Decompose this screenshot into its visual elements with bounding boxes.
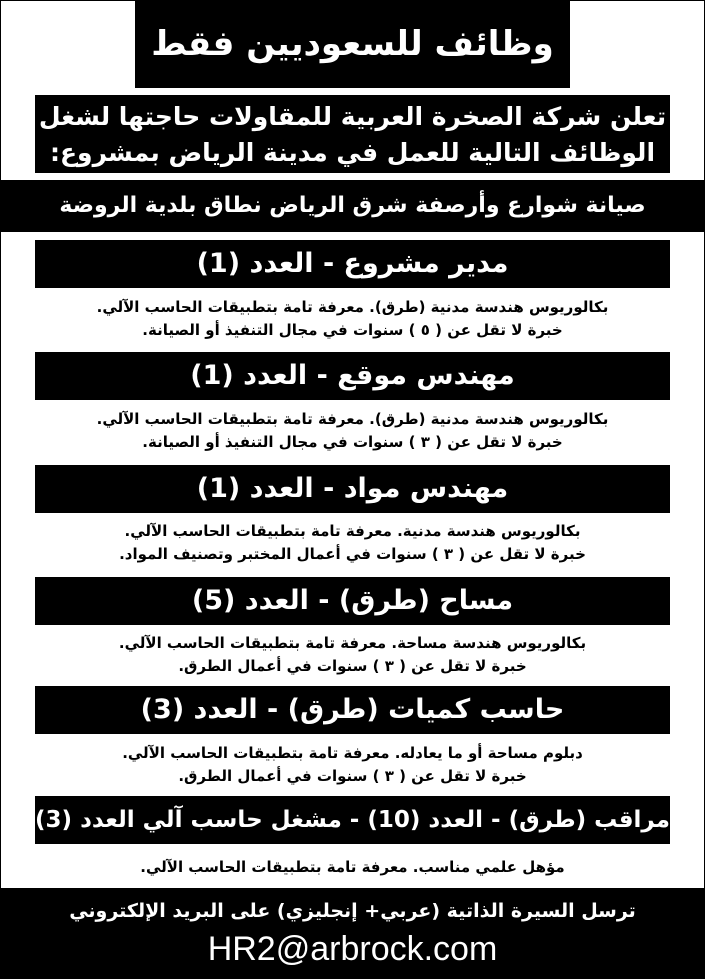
job-details [35, 742, 670, 788]
footer-contact [0, 888, 705, 979]
detail-line: بكالوريوس هندسة مساحة. معرفة تامة بتطبيقات الحاسب الآلي. [118, 634, 587, 652]
detail-line: خبرة لا تقل عن ( ٣ ) سنوات في أعمال المختبر وتصنيف المواد. [119, 545, 586, 563]
detail-line: مؤهل علمي مناسب. معرفة تامة بتطبيقات الحاسب الآلي. [140, 858, 565, 876]
job-details [35, 856, 670, 879]
email-address[interactable]: HR2@arbrock.com [207, 930, 498, 968]
job-details [35, 296, 670, 342]
cv-instruction: ترسل السيرة الذاتية (عربي+ إنجليزي) على البريد الإلكتروني [69, 900, 636, 922]
job-title: مهندس موقع - العدد (1) [35, 352, 670, 400]
detail-line: بكالوريوس هندسة مدنية (طرق). معرفة تامة بتطبيقات الحاسب الآلي. [96, 298, 609, 316]
detail-line: خبرة لا تقل عن ( ٥ ) سنوات في مجال التنفيذ أو الصيانة. [142, 321, 563, 339]
detail-line: بكالوريوس هندسة مدنية (طرق). معرفة تامة بتطبيقات الحاسب الآلي. [96, 410, 609, 428]
job-details [35, 632, 670, 678]
job-title: مراقب (طرق) - العدد (10) - مشغل حاسب آلي العدد (3) [35, 796, 670, 844]
job-title: مهندس مواد - العدد (1) [35, 465, 670, 513]
job-details [35, 520, 670, 566]
detail-line: بكالوريوس هندسة مدنية. معرفة تامة بتطبيقات الحاسب الآلي. [124, 522, 581, 540]
intro-line: الوظائف التالية للعمل في مدينة الرياض بمشروع: [49, 138, 656, 167]
job-details [35, 408, 670, 454]
job-title: مساح (طرق) - العدد (5) [35, 577, 670, 625]
detail-line: خبرة لا تقل عن ( ٣ ) سنوات في مجال التنفيذ أو الصيانة. [142, 433, 563, 451]
intro-line: تعلن شركة الصخرة العربية للمقاولات حاجتها لشغل [38, 102, 667, 131]
detail-line: خبرة لا تقل عن ( ٣ ) سنوات في أعمال الطرق. [178, 767, 527, 785]
intro-box [35, 95, 670, 173]
project-banner: صيانة شوارع وأرصفة شرق الرياض نطاق بلدية الروضة [0, 180, 705, 232]
ad-title: وظائف للسعوديين فقط [135, 0, 570, 88]
detail-line: دبلوم مساحة أو ما يعادله. معرفة تامة بتطبيقات الحاسب الآلي. [122, 744, 583, 762]
job-title: حاسب كميات (طرق) - العدد (3) [35, 686, 670, 734]
job-title: مدير مشروع - العدد (1) [35, 240, 670, 288]
detail-line: خبرة لا تقل عن ( ٣ ) سنوات في أعمال الطرق. [178, 657, 527, 675]
